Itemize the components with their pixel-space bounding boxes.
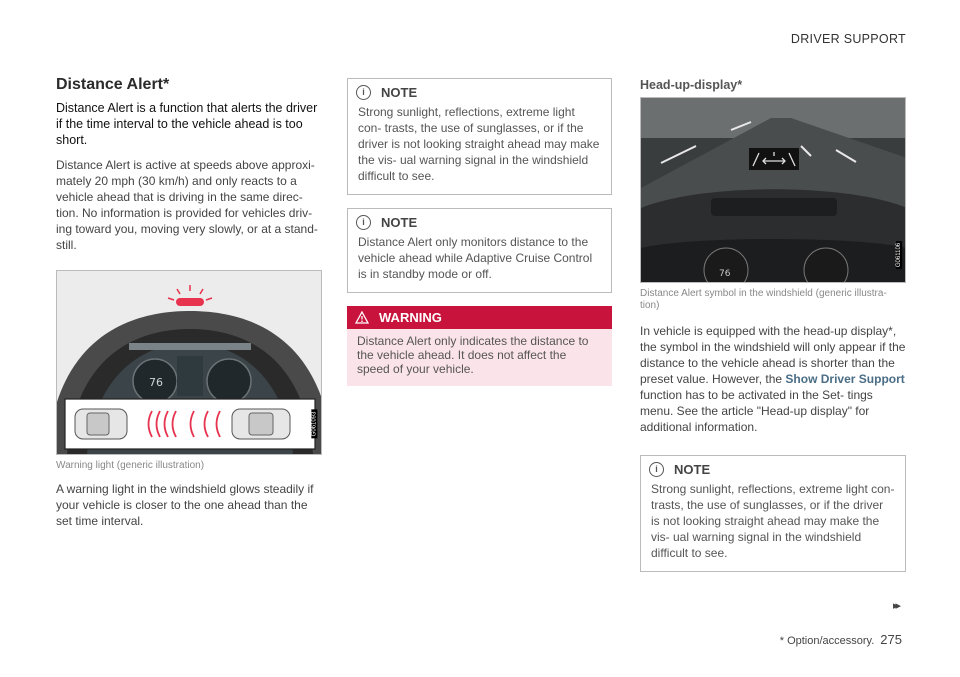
note-text: Strong sunlight, reflections, extreme light con- trasts, the use of sunglasses, or if the driver is not looking straight ahead may make the vis- ual warning signal in the windshield difficult to see.	[651, 482, 895, 560]
note-text: Strong sunlight, reflections, extreme light con- trasts, the use of sunglasses, or if the driver is not looking straight ahead may make the vis- ual warning signal in the windshield difficult to see.	[358, 105, 600, 183]
speed-readout: 76	[149, 376, 163, 389]
warning-label: WARNING	[379, 310, 442, 325]
note-box-3	[640, 455, 906, 572]
figure-caption: Distance Alert symbol in the windshield (generic illustra- tion)	[640, 288, 887, 311]
hud-paragraph: In vehicle is equipped with the head-up display*, the symbol in the windshield will only appear if the distance to the vehicle ahead is shorter than the preset value. However, the Show Driver Support function has to be activated in the Set- tings menu. See the article "Head-up display" for additional information.	[640, 324, 906, 434]
windshield-illustration	[641, 98, 906, 282]
show-driver-support-link: Show Driver Support	[785, 372, 905, 386]
note-box-2	[347, 208, 612, 293]
page-footer	[780, 632, 902, 647]
section-header: DRIVER SUPPORT	[790, 32, 906, 46]
info-icon: i	[356, 85, 371, 100]
column-head-up-display	[640, 78, 906, 585]
warning-light-illustration	[56, 270, 322, 455]
section-title: Distance Alert*	[56, 76, 170, 93]
warning-triangle-icon	[355, 311, 369, 324]
column-notes	[347, 78, 612, 386]
page-number: 275	[880, 632, 902, 647]
speed-readout: 76	[719, 269, 731, 279]
column-distance-alert	[56, 76, 322, 529]
dashboard-illustration	[57, 271, 322, 454]
note-label: NOTE	[674, 462, 711, 477]
image-code: G061106	[895, 242, 902, 268]
note-label: NOTE	[381, 85, 418, 100]
image-code: G061093	[311, 411, 318, 437]
warning-light-icon	[176, 298, 204, 306]
head-up-display-illustration	[640, 97, 906, 283]
subsection-title: Head-up-display*	[640, 78, 743, 92]
footnote: * Option/accessory.	[779, 635, 875, 647]
note-text: Distance Alert only monitors distance to the vehicle ahead while Adaptive Cruise Control is in standby mode or off.	[358, 235, 593, 281]
note-label: NOTE	[381, 215, 418, 230]
body-paragraph: Distance Alert is active at speeds above approxi- mately 20 mph (30 km/h) and only reacts to a vehicle ahead that is driving in the same direc- tion. No information is provided for vehicles driv- ing toward you, moving very slowly, or at a stand- still.	[56, 158, 318, 252]
after-figure-paragraph: A warning light in the windshield glows steadily if your vehicle is closer to the one ahead than the set time interval.	[56, 482, 314, 528]
info-icon: i	[356, 215, 371, 230]
warning-box	[347, 306, 612, 386]
warning-text: Distance Alert only indicates the distance to the vehicle ahead. It does not affect the speed of your vehicle.	[357, 334, 589, 376]
lead-paragraph: Distance Alert is a function that alerts the driver if the time interval to the vehicle ahead is too short.	[56, 101, 318, 147]
figure-caption: Warning light (generic illustration)	[56, 460, 205, 471]
note-box-1	[347, 78, 612, 195]
rear-car-icon	[75, 409, 127, 439]
info-icon: i	[649, 462, 664, 477]
front-car-icon	[232, 409, 290, 439]
continue-arrow-icon: ▸▸	[892, 600, 898, 612]
